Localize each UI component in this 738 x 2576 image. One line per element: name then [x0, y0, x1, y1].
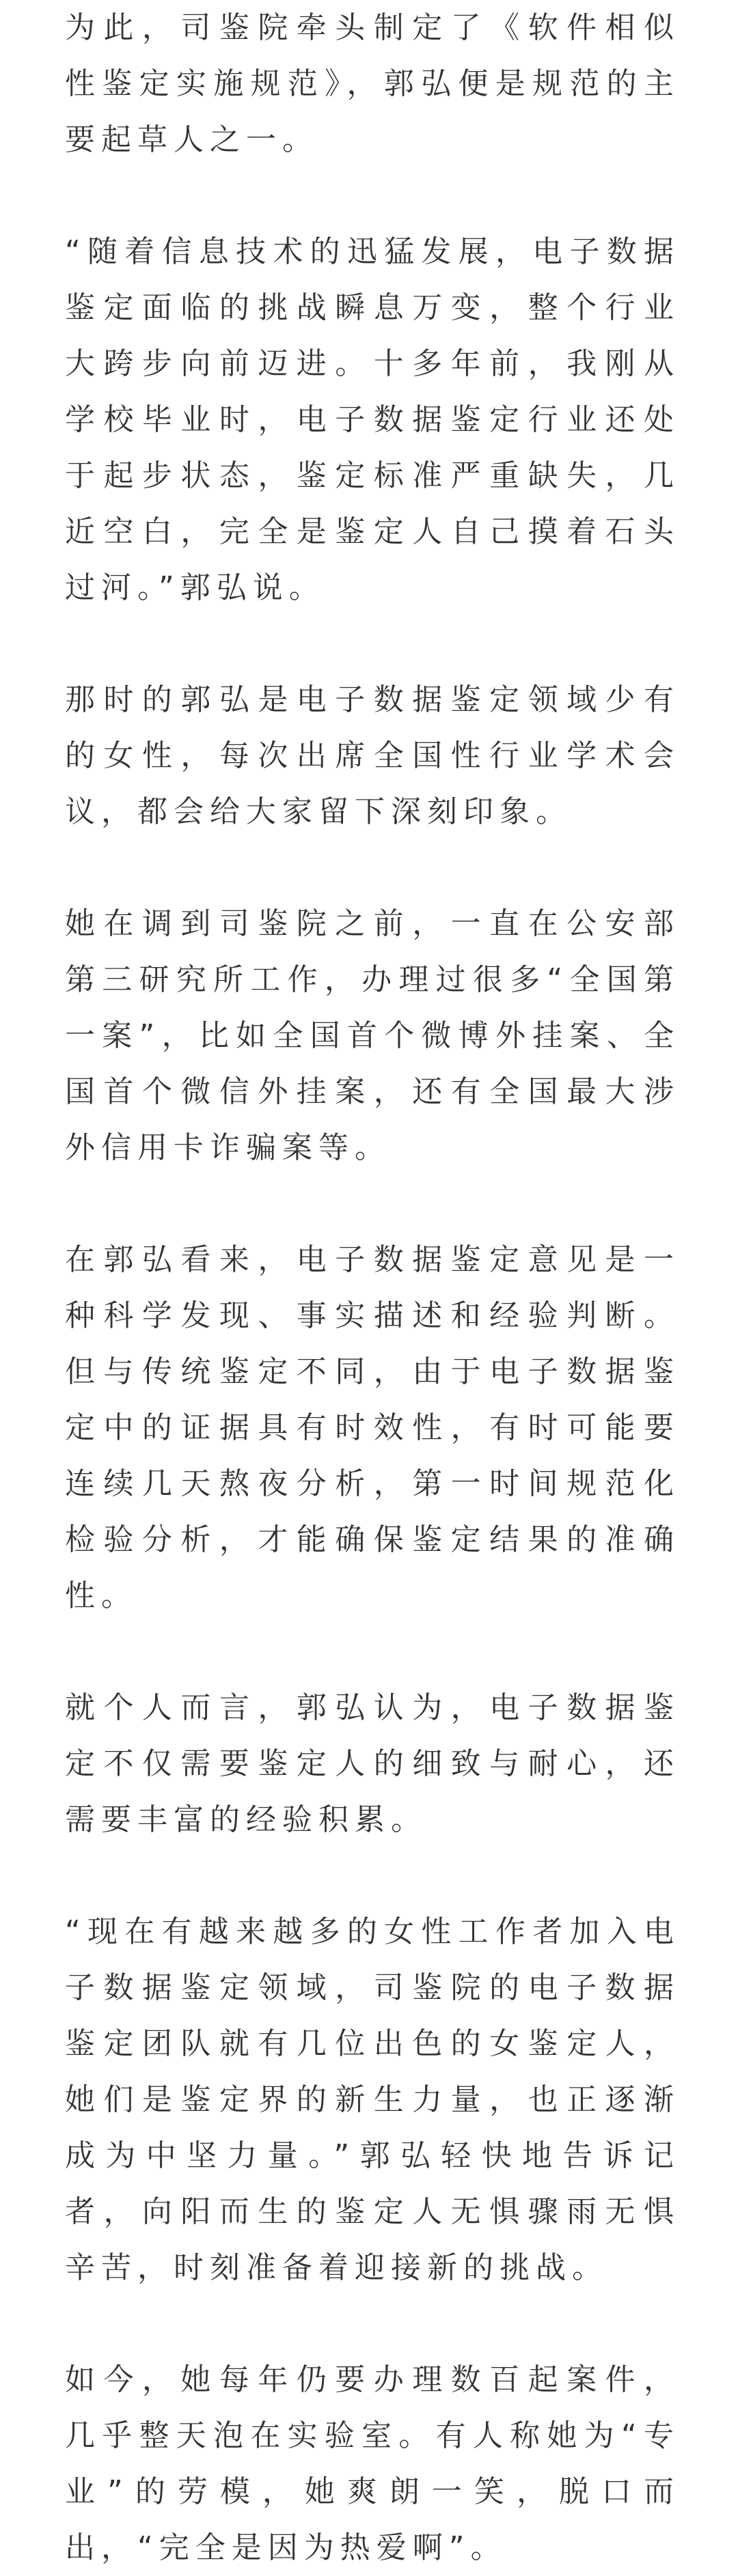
paragraph-female-team: “现在有越来越多的女性工作者加入电子数据鉴定领域，司鉴院的电子数据鉴定团队就有几位出色的女鉴定人，她们是鉴定界的新生力量，也正逐渐成为中坚力量。”郭弘轻快地告诉记者，向阳而生的鉴定人无惧骤雨无惧辛苦，时刻准备着迎接新的挑战。	[65, 1914, 680, 2285]
paragraph-industry-development: “随着信息技术的迅猛发展，电子数据鉴定面临的挑战瞬息万变，整个行业大跨步向前迈进。十多年前，我刚从学校毕业时，电子数据鉴定行业还处于起步状态，鉴定标准严重缺失，几近空白，完全是鉴定人自己摸着石头过河。”郭弘说。	[65, 234, 680, 605]
article-body	[65, 0, 680, 2576]
paragraph-scientific-judgment: 在郭弘看来，电子数据鉴定意见是一种科学发现、事实描述和经验判断。但与传统鉴定不同，由于电子数据鉴定中的证据具有时效性，有时可能要连续几天熬夜分析，第一时间规范化检验分析，才能确保鉴定结果的准确性。	[65, 1242, 680, 1613]
paragraph-patience-experience: 就个人而言，郭弘认为，电子数据鉴定不仅需要鉴定人的细致与耐心，还需要丰富的经验积累。	[65, 1690, 680, 1837]
paragraph-passion: 如今，她每年仍要办理数百起案件，几乎整天泡在实验室。有人称她为“专业”的劳模，她爽朗一笑，脱口而出，“完全是因为热爱啊”。	[65, 2362, 680, 2565]
paragraph-rare-female-expert: 那时的郭弘是电子数据鉴定领域少有的女性，每次出席全国性行业学术会议，都会给大家留下深刻印象。	[65, 682, 680, 829]
paragraph-first-cases: 她在调到司鉴院之前，一直在公安部第三研究所工作，办理过很多“全国第一案”，比如全国首个微博外挂案、全国首个微信外挂案，还有全国最大涉外信用卡诈骗案等。	[65, 906, 680, 1165]
paragraph-standard-drafting: 为此，司鉴院牵头制定了《软件相似性鉴定实施规范》，郭弘便是规范的主要起草人之一。	[65, 10, 680, 157]
